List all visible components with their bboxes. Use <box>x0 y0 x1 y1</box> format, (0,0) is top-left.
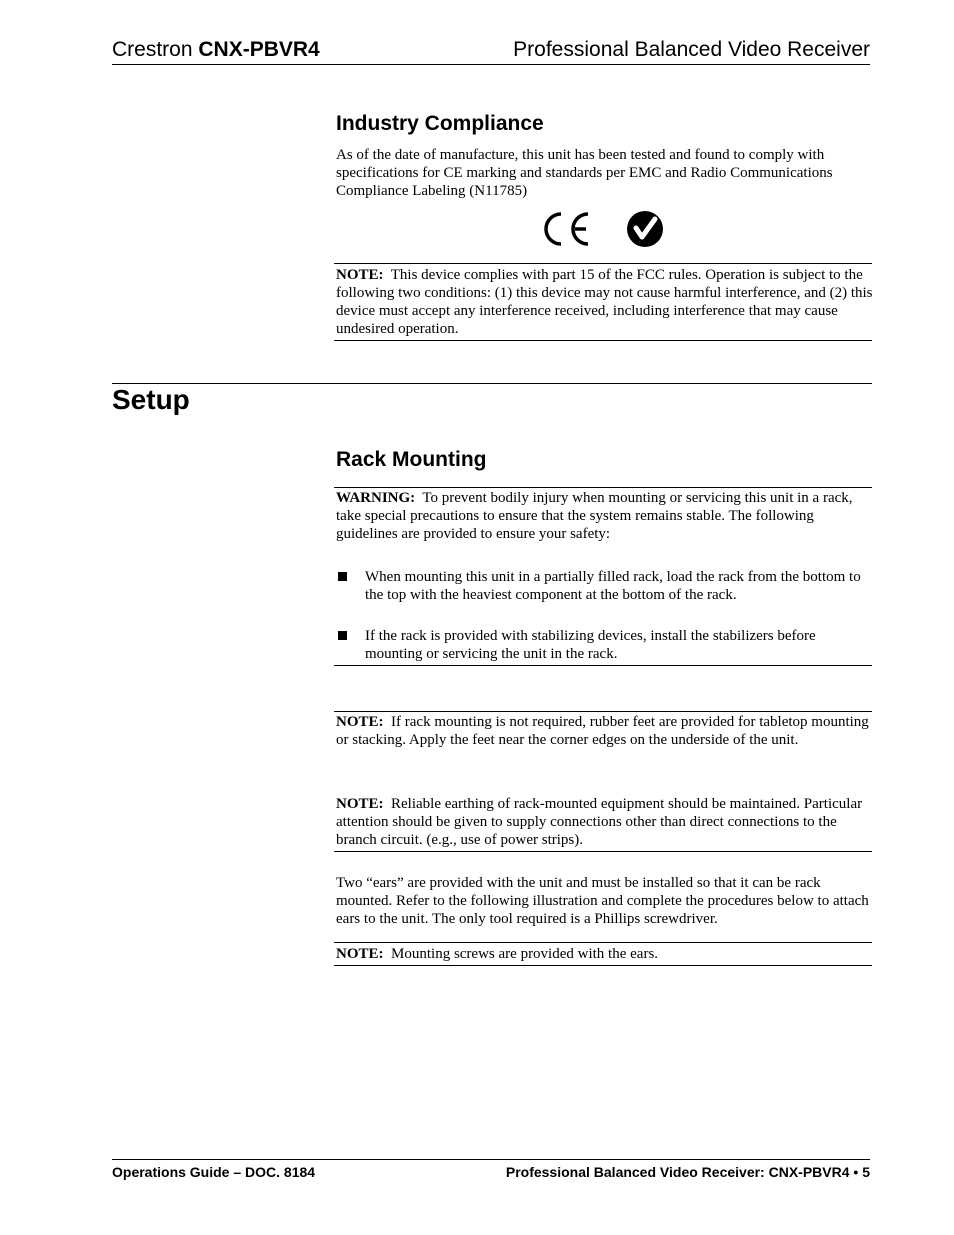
compliance-logos-svg <box>540 208 670 252</box>
warning-label: WARNING: <box>336 490 416 506</box>
note-text: Reliable earthing of rack-mounted equipment should be maintained. Particular attention should be given to supply connections other than direct connections to the branch circuit. (e.g., use of power strips). <box>336 796 863 848</box>
note-text: Mounting screws are provided with the ears. <box>391 946 659 962</box>
fcc-note <box>336 266 876 338</box>
footer-bullet: • <box>853 1164 859 1180</box>
screws-note <box>336 945 876 963</box>
note-text: If rack mounting is not required, rubber feet are provided for tabletop mounting or stacking. Apply the feet near the corner edges on the underside of the unit. <box>336 714 869 748</box>
page-number: 5 <box>862 1164 870 1180</box>
note-label: NOTE: <box>336 946 384 962</box>
note-top-rule <box>334 263 872 264</box>
bullet-square-icon <box>338 631 347 640</box>
warning-text: To prevent bodily injury when mounting or servicing this unit in a rack, take special precautions to ensure that the system remains stable. The following guidelines are provided to ensure your safety: <box>336 490 853 542</box>
ce-mark-icon <box>546 214 588 244</box>
screws-note-bottom-rule <box>334 965 872 966</box>
footer-product: Professional Balanced Video Receiver: CNX-PBVR4 <box>505 1164 850 1180</box>
warning-top-rule <box>334 487 872 488</box>
page-header <box>112 38 870 65</box>
industry-compliance-text: As of the date of manufacture, this unit has been tested and found to comply with specifications for CE marking and standards per EMC and Radio Communications Compliance Labeling (N11785) <box>336 147 833 199</box>
ears-paragraph: Two “ears” are provided with the unit and must be installed so that it can be rack mounted. Refer to the following illustration and complete the procedures below to attach ears to the unit. The only tool required is a Phillips screwdriver. <box>336 875 869 927</box>
notes-bottom-rule <box>334 851 872 852</box>
notes-top-rule <box>334 711 872 712</box>
section-rule <box>112 383 872 384</box>
compliance-logos <box>540 208 670 252</box>
rack-mounting-heading: Rack Mounting <box>336 448 487 471</box>
screws-note-top-rule <box>334 942 872 943</box>
warning-paragraph <box>336 489 876 543</box>
page-footer <box>112 1159 870 1180</box>
industry-compliance-heading: Industry Compliance <box>336 112 544 135</box>
list-item-text: When mounting this unit in a partially filled rack, load the rack from the bottom to the top with the heaviest component at the bottom of the rack. <box>365 569 861 603</box>
list-item-text: If the rack is provided with stabilizing devices, install the stabilizers before mounting or servicing the unit in the rack. <box>365 628 816 662</box>
note-bottom-rule <box>334 340 872 341</box>
note-label: NOTE: <box>336 267 384 283</box>
footer-title <box>506 1164 870 1180</box>
header-brand: Crestron <box>112 38 193 61</box>
earthing-note <box>336 795 876 849</box>
warning-bottom-rule <box>334 665 872 666</box>
header-title: Professional Balanced Video Receiver <box>513 38 870 61</box>
note-text: This device complies with part 15 of the FCC rules. Operation is subject to the following two conditions: (1) this device may not cause harmful interference, and (2) this device must accept any interference received, including interference that may cause undesired operation. <box>336 267 873 337</box>
bullet-square-icon <box>338 572 347 581</box>
header-brand-model <box>112 38 320 62</box>
setup-heading: Setup <box>112 384 190 415</box>
rubber-feet-note <box>336 713 876 749</box>
header-model: CNX-PBVR4 <box>198 38 320 61</box>
c-tick-icon <box>627 211 663 247</box>
footer-doc: Operations Guide – DOC. 8184 <box>112 1164 316 1180</box>
note-label: NOTE: <box>336 796 384 812</box>
note-label: NOTE: <box>336 714 384 730</box>
